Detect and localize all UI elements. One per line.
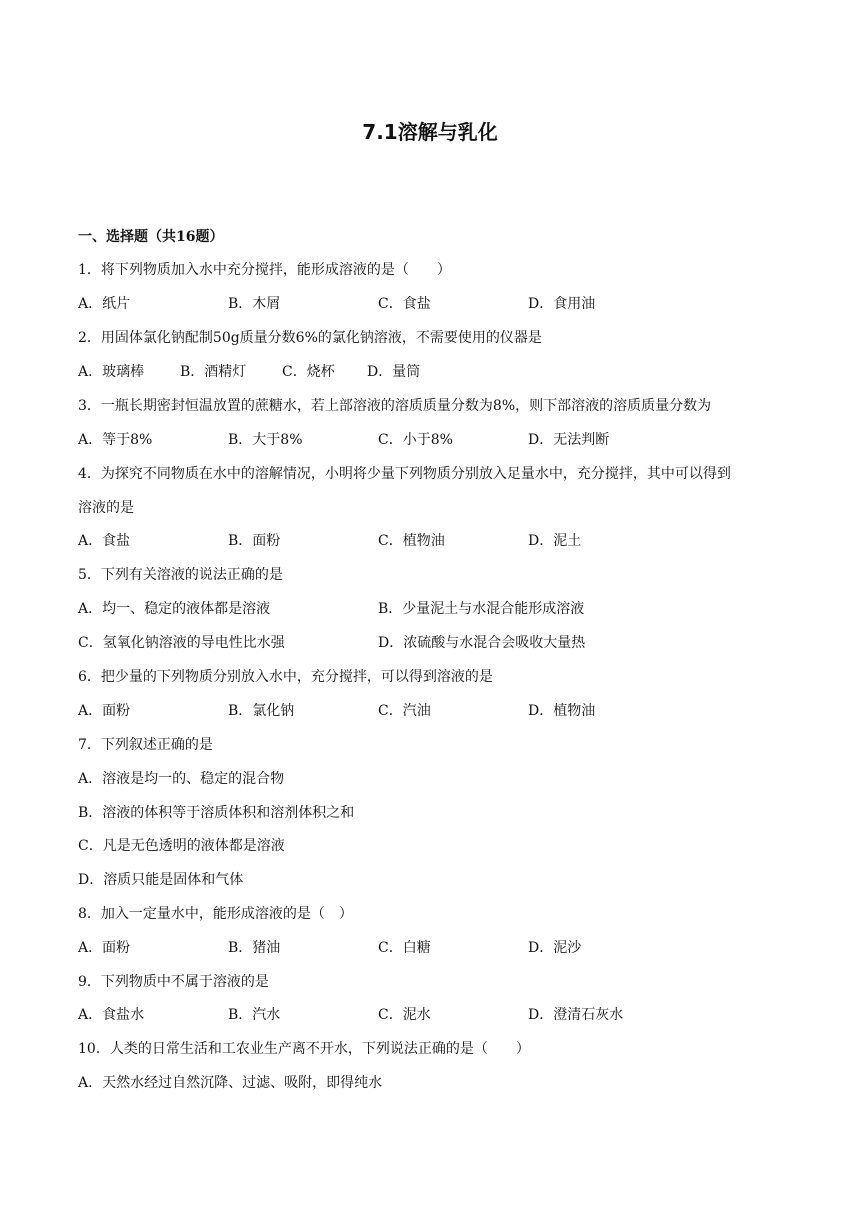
question-5-option-a: A．均一、稳定的液体都是溶液 <box>78 601 271 617</box>
question-1-option-c: C．食盐 <box>378 296 431 312</box>
question-8-option-b: B．猪油 <box>228 940 281 956</box>
question-5-option-d: D．浓硫酸与水混合会吸收大量热 <box>378 635 586 651</box>
question-5-stem: 5．下列有关溶液的说法正确的是 <box>78 567 283 583</box>
question-4-option-d: D．泥土 <box>528 533 582 549</box>
question-1-option-a: A．纸片 <box>78 296 131 312</box>
question-8-option-c: C．白糖 <box>378 940 431 956</box>
question-8-option-d: D．泥沙 <box>528 940 582 956</box>
question-4-option-b: B．面粉 <box>228 533 281 549</box>
question-7-option-b: B．溶液的体积等于溶质体积和溶剂体积之和 <box>78 805 355 821</box>
question-3-option-a: A．等于8% <box>78 432 153 448</box>
question-7-stem: 7．下列叙述正确的是 <box>78 737 213 753</box>
question-1-stem: 1．将下列物质加入水中充分搅拌，能形成溶液的是（ ） <box>78 262 451 278</box>
question-5-option-c: C．氢氧化钠溶液的导电性比水强 <box>78 635 285 651</box>
question-8-stem: 8．加入一定量水中，能形成溶液的是（ ） <box>78 906 353 922</box>
question-7-option-d: D．溶质只能是固体和气体 <box>78 872 244 888</box>
section-heading: 一、选择题（共16题） <box>78 229 224 245</box>
question-6-option-a: A．面粉 <box>78 703 131 719</box>
question-6-option-c: C．汽油 <box>378 703 431 719</box>
question-8-option-a: A．面粉 <box>78 940 131 956</box>
question-4-stem: 4．为探究不同物质在水中的溶解情况，小明将少量下列物质分别放入足量水中，充分搅拌，其中可以得到 <box>78 466 731 482</box>
question-3-option-c: C．小于8% <box>378 432 453 448</box>
question-9-option-a: A．食盐水 <box>78 1007 145 1023</box>
question-6-stem: 6．把少量的下列物质分别放入水中，充分搅拌，可以得到溶液的是 <box>78 669 493 685</box>
page-title: 7.1溶解与乳化 <box>362 120 498 144</box>
question-3-option-d: D．无法判断 <box>528 432 610 448</box>
question-4-option-c: C．植物油 <box>378 533 445 549</box>
question-9-option-c: C．泥水 <box>378 1007 431 1023</box>
question-2-option-a: A．玻璃棒 <box>78 364 145 380</box>
question-3-option-b: B．大于8% <box>228 432 303 448</box>
question-9-stem: 9．下列物质中不属于溶液的是 <box>78 974 269 990</box>
question-7-option-a: A．溶液是均一的、稳定的混合物 <box>78 771 285 787</box>
question-2-stem: 2．用固体氯化钠配制50g质量分数6%的氯化钠溶液，不需要使用的仪器是 <box>78 330 542 346</box>
question-9-option-d: D．澄清石灰水 <box>528 1007 624 1023</box>
question-2-option-d: D．量筒 <box>367 364 421 380</box>
question-6-option-b: B．氯化钠 <box>228 703 295 719</box>
question-3-stem: 3．一瓶长期密封恒温放置的蔗糖水，若上部溶液的溶质质量分数为8%，则下部溶液的溶质质量分数为 <box>78 398 712 414</box>
question-1-option-b: B．木屑 <box>228 296 281 312</box>
question-2-option-c: C．烧杯 <box>282 364 335 380</box>
question-2-option-b: B．酒精灯 <box>180 364 247 380</box>
question-10-stem: 10．人类的日常生活和工农业生产离不开水，下列说法正确的是（ ） <box>78 1041 530 1057</box>
question-4-stem-continued: 溶液的是 <box>78 500 134 516</box>
question-1-option-d: D．食用油 <box>528 296 596 312</box>
question-4-option-a: A．食盐 <box>78 533 131 549</box>
question-9-option-b: B．汽水 <box>228 1007 281 1023</box>
question-10-option-a: A．天然水经过自然沉降、过滤、吸附，即得纯水 <box>78 1075 383 1091</box>
question-7-option-c: C．凡是无色透明的液体都是溶液 <box>78 838 285 854</box>
question-6-option-d: D．植物油 <box>528 703 596 719</box>
question-5-option-b: B．少量泥土与水混合能形成溶液 <box>378 601 585 617</box>
